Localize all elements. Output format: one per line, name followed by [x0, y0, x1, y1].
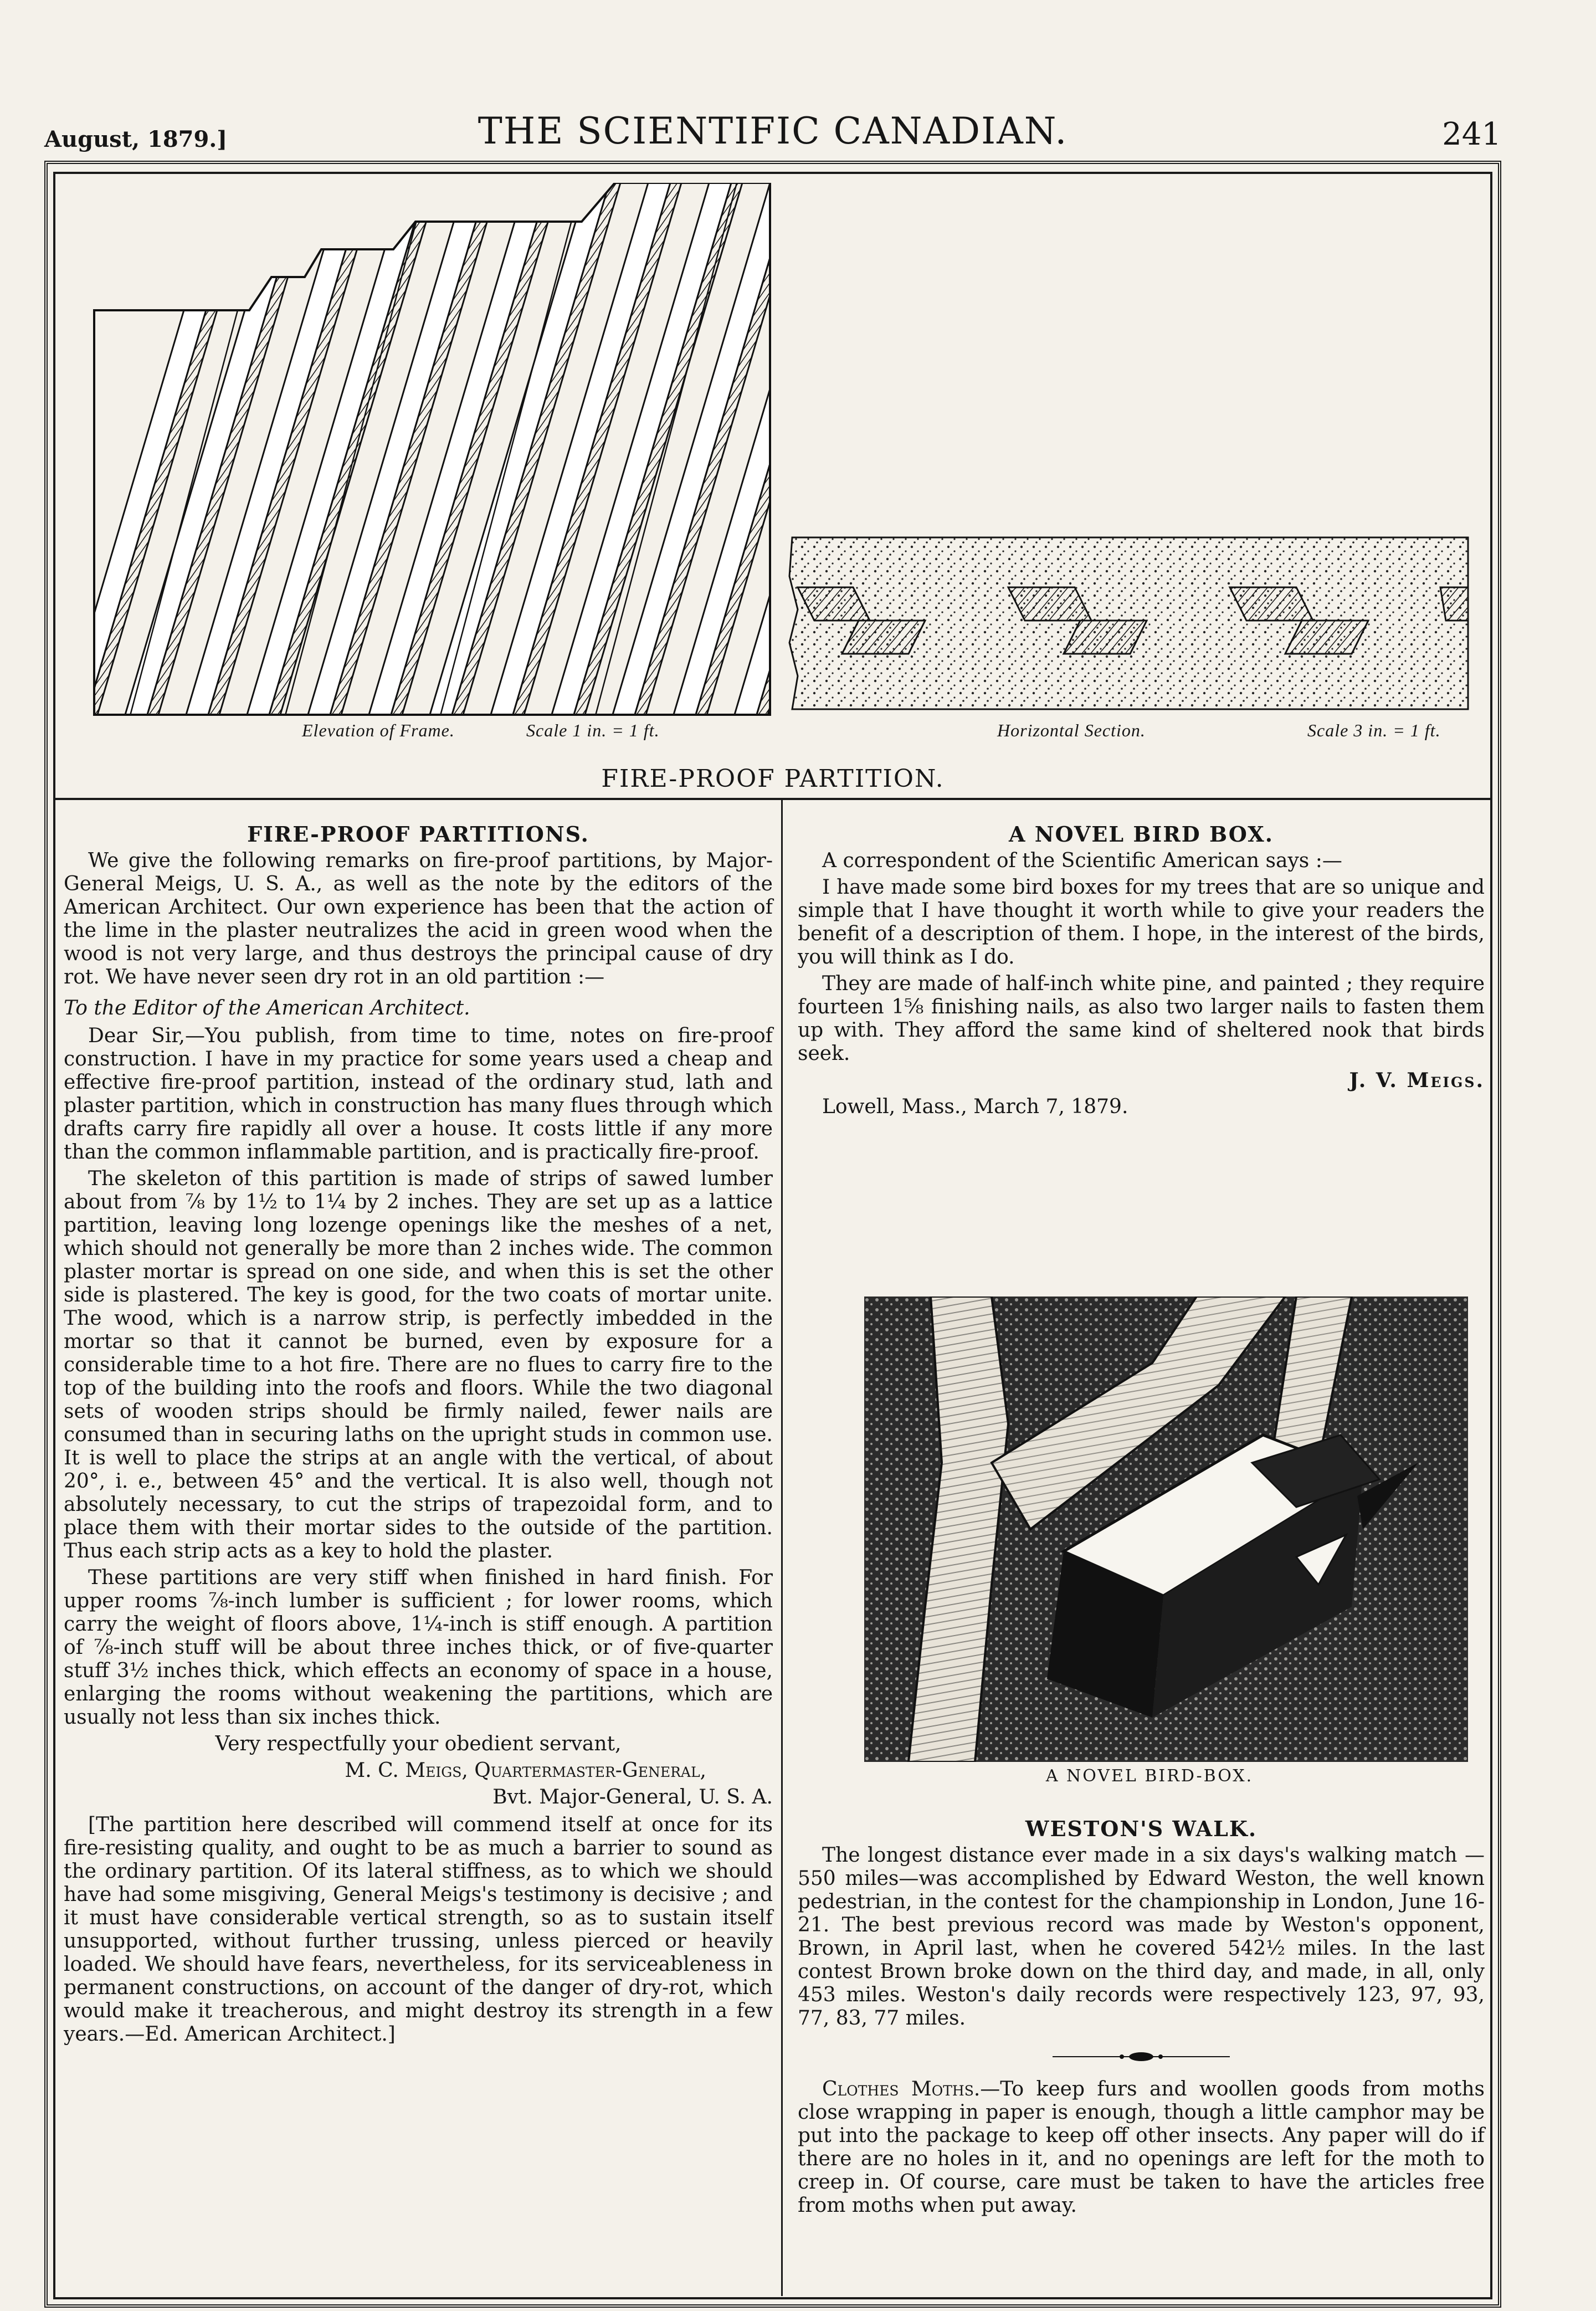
weston-heading: WESTON'S WALK.: [1025, 1816, 1258, 1841]
fireproof-heading: FIRE-PROOF PARTITIONS.: [247, 822, 589, 847]
elevation-caption: Elevation of Frame.: [302, 720, 455, 740]
editor-note: [The partition here described will commend itself at once for its fire-resisting quality, and ought to be as much a barrier to sound as the ordinary partition. Of its lateral stiffness, as to which we should have had some misgiving, General Meigs's testimony is decisive ; and it must have considerable vertical strength, so as to sustain itself unsupported, without further trussing, unless pierced or heavily loaded. We should have fears, nevertheless, for its serviceableness in permanent constructions, on account of the danger of dry-rot, which would make it treacherous, and might destroy its strength in a few years.—Ed. American Architect.]: [64, 1813, 773, 2046]
page-number: 241: [1442, 116, 1501, 152]
fireproof-intro: We give the following remarks on fire-proof partitions, by Major-General Meigs, U. S. A., as well as the note by the editors of the American Architect. Our own experience has been that the action of the lime in the plaster neutralizes the acid in green wood when the wood is not very large, and thus destroys the principal cause of dry rot. We have never seen dry rot in an old partition :—: [64, 849, 773, 988]
bird-box-signature: J. V. Meigs.: [1349, 1069, 1485, 1092]
horizontal-section-illustration: [776, 532, 1474, 715]
bird-box-paragraph-1: I have made some bird boxes for my trees that are so unique and simple that I have thought it worth while to give your readers the benefit of a description of them. I hope, in the interest of the birds, you will think as I do.: [798, 876, 1485, 969]
publication-title: THE SCIENTIFIC CANADIAN.: [478, 110, 1068, 152]
moths-lead: Clothes Moths.: [822, 2078, 981, 2100]
bird-box-heading: A NOVEL BIRD BOX.: [1009, 822, 1274, 847]
letter-signer-rank: Bvt. Major-General, U. S. A.: [492, 1786, 773, 1808]
bird-box-illustration: [864, 1297, 1468, 1762]
weston-article: [798, 1817, 1485, 2033]
letter-paragraph-3: These partitions are very stiff when finished in hard finish. For upper rooms ⅞-inch lumber is sufficient ; for lower rooms, which carry the weight of floors above, 1¼-inch is stiff enough. A partition of ⅞-inch stuff will be about three inches thick, or of five-quarter stuff 3½ inches thick, which effects an economy of space in a house, enlarging the rooms without weakening the partitions, which are usually not less than six inches thick.: [64, 1566, 773, 1729]
weston-paragraph: The longest distance ever made in a six days's walking match —550 miles—was accomplished by Edward Weston, the well known pedestrian, in the contest for the championship in London, June 16-21. The best previous record was made by Weston's opponent, Brown, in April last, when he covered 542½ miles. In the last contest Brown broke down on the third day, and made, in all, only 453 miles. Weston's daily records were respectively 123, 97, 93, 77, 83, 77 miles.: [798, 1844, 1485, 2030]
letter-signer: M. C. Meigs, Quartermaster-General,: [345, 1759, 706, 1782]
figure-divider: [55, 798, 1490, 800]
moths-article: [798, 2078, 1485, 2221]
section-caption: Horizontal Section.: [997, 720, 1146, 740]
bird-box-caption: A NOVEL BIRD-BOX.: [1045, 1766, 1254, 1786]
issue-date: August, 1879.]: [44, 126, 228, 152]
bird-box-dateline: Lowell, Mass., March 7, 1879.: [822, 1095, 1128, 1118]
ornament-divider: [1053, 2050, 1230, 2063]
moths-paragraph: —To keep furs and woollen goods from moths close wrapping in paper is enough, though a little camphor may be put into the package to keep off other insects. Any paper will do if there are no holes in it, and no openings are left for the moth to creep in. Of course, care must be taken to have the articles free from moths when put away.: [798, 2078, 1485, 2217]
section-scale: Scale 3 in. = 1 ft.: [1307, 720, 1441, 740]
figure-title: FIRE-PROOF PARTITION.: [601, 765, 945, 793]
bird-box-intro: A correspondent of the Scientific American says :—: [822, 849, 1342, 872]
letter-salutation: To the Editor of the American Architect.: [64, 997, 470, 1019]
masthead: [44, 97, 1501, 152]
elevation-scale: Scale 1 in. = 1 ft.: [526, 720, 660, 740]
bird-box-article: [798, 823, 1485, 1122]
column-divider: [781, 800, 783, 2296]
letter-paragraph-1: Dear Sir,—You publish, from time to time, notes on fire-proof construction. I have in my practice for some years used a cheap and effective fire-proof partition, instead of the ordinary stud, lath and plaster partition, which in construction has many flues through which drafts carry fire rapidly all over a house. It costs little if any more than the common inflammable partition, and is practically fire-proof.: [64, 1024, 773, 1164]
letter-closing: Very respectfully your obedient servant,: [215, 1733, 622, 1755]
letter-paragraph-2: The skeleton of this partition is made of strips of sawed lumber about from ⅞ by 1½ to 1¼ by 2 inches. They are set up as a lattice partition, leaving long lozenge openings like the meshes of a net, which should not generally be more than 2 inches wide. The common plaster mortar is spread on one side, and when this is set the other side is plastered. The key is good, for the two coats of mortar unite. The wood, which is a narrow strip, is perfectly imbedded in the mortar so that it cannot be burned, even by exposure for a considerable time to a hot fire. There are no flues to carry fire to the top of the building into the roofs and floors. While the two diagonal sets of wooden strips should be firmly nailed, fewer nails are consumed than in securing laths on the upright studs in common use. It is well to place the strips at an angle with the vertical, of about 20°, i. e., between 45° and the vertical. It is also well, though not absolutely necessary, to cut the strips of trapezoidal form, and to place them with their mortar sides to the outside of the partition. Thus each strip acts as a key to hold the plaster.: [64, 1167, 773, 1562]
left-column: [64, 823, 773, 2049]
elevation-frame-illustration: [83, 183, 776, 720]
bird-box-paragraph-2: They are made of half-inch white pine, and painted ; they require fourteen 1⅝ finishing nails, as also two larger nails to fasten them up with. They afford the same kind of sheltered nook that birds seek.: [798, 972, 1485, 1065]
